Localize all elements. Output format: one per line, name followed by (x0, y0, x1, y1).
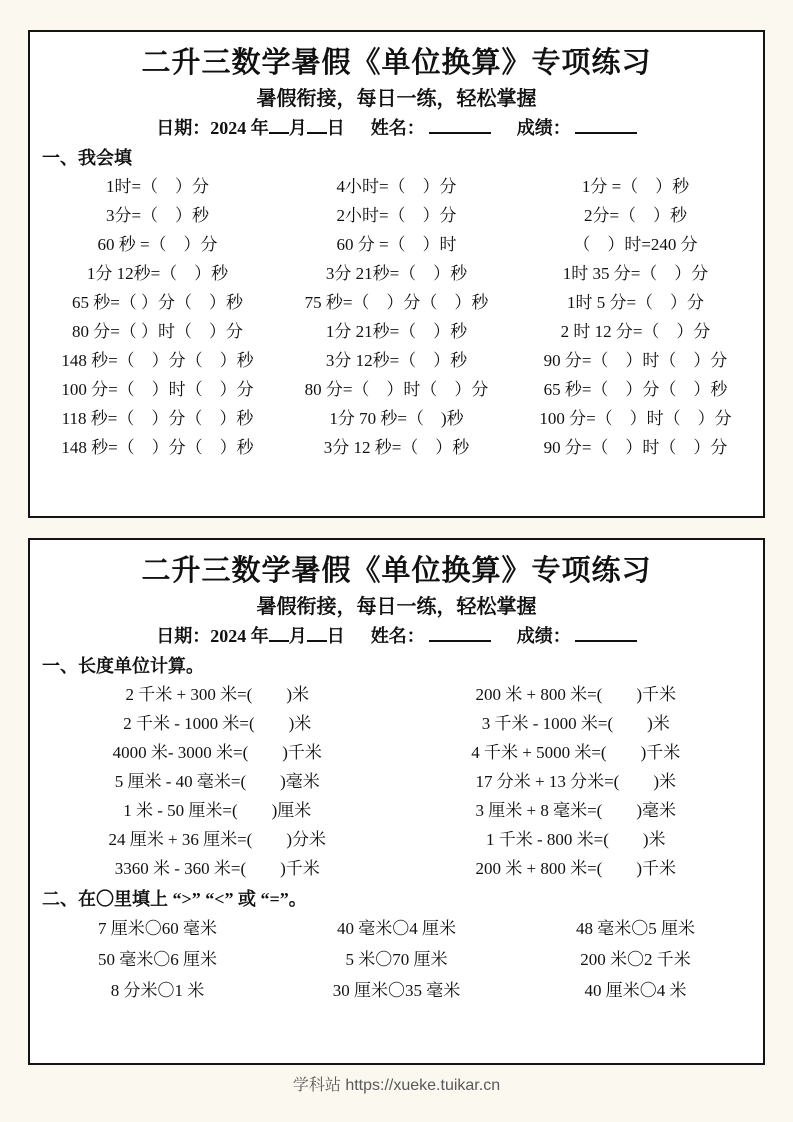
month-label: 月 (288, 626, 307, 646)
problem-cell: 1分 12秒=（ ）秒 (86, 264, 229, 283)
day-blank (307, 118, 327, 134)
problem-cell: 100 分=（ ）时（ ）分 (539, 409, 732, 428)
problem-cell: 60 分 =（ ）时 (336, 235, 457, 254)
problem-cell: 30 厘米〇35 毫米 (332, 981, 461, 1000)
problem-cell: 65 秒=（ ）分（ ）秒 (71, 293, 244, 312)
date-label: 日期：2024 年 (156, 118, 269, 138)
problem-cell: 3 厘米 + 8 毫米=( )毫米 (475, 801, 676, 820)
problem-cell: 75 秒=（ ）分（ ）秒 (304, 293, 489, 312)
problem-cell: （ ）时=240 分 (573, 235, 698, 254)
problem-cell: 5 厘米 - 40 毫米=( )毫米 (114, 772, 320, 791)
score-label: 成绩： (516, 626, 571, 646)
problem-cell: 1时=（ ）分 (105, 177, 210, 196)
problem-cell: 60 秒 =（ ）分 (97, 235, 218, 254)
day-label: 日 (326, 118, 345, 138)
problem-cell: 3分 21秒=（ ）秒 (325, 264, 468, 283)
worksheet-subtitle: 暑假衔接，每日一练，轻松掌握 (256, 88, 537, 110)
worksheet-panel-1 (28, 30, 765, 518)
problem-cell: 1分 21秒=（ ）秒 (325, 322, 468, 341)
day-blank (307, 626, 327, 642)
problem-cell: 100 分=（ ）时（ ）分 (61, 380, 254, 399)
problem-cell: 80 分=（ ）时（ ）分 (304, 380, 489, 399)
worksheet-panel-2 (28, 538, 765, 1065)
month-label: 月 (288, 118, 307, 138)
problem-cell: 3分=（ ）秒 (105, 206, 210, 225)
problem-cell: 148 秒=（ ）分（ ）秒 (61, 351, 254, 370)
day-label: 日 (326, 626, 345, 646)
section-heading-compare: 二、在〇里填上 “>” “<” 或 “=”。 (42, 889, 307, 909)
problem-grid-time-conversion (38, 172, 755, 462)
date-label: 日期：2024 年 (156, 626, 269, 646)
worksheet-title: 二升三数学暑假《单位换算》专项练习 (141, 555, 652, 587)
problem-cell: 3分 12 秒=（ ）秒 (323, 438, 470, 457)
month-blank (269, 626, 289, 642)
problem-cell: 2 千米 + 300 米=( )米 (125, 685, 309, 704)
problem-cell: 7 厘米〇60 毫米 (98, 919, 217, 938)
problem-cell: 1分 =（ ）秒 (581, 177, 690, 196)
problem-cell: 48 毫米〇5 厘米 (576, 919, 695, 938)
problem-cell: 2分=（ ）秒 (583, 206, 688, 225)
meta-line (38, 114, 755, 142)
problem-cell: 200 米〇2 千米 (580, 950, 691, 969)
problem-cell: 3分 12秒=（ ）秒 (325, 351, 468, 370)
problem-cell: 200 米 + 800 米=( )千米 (475, 685, 676, 704)
name-blank (429, 118, 491, 134)
problem-cell: 118 秒=（ ）分（ ）秒 (61, 409, 254, 428)
problem-cell: 90 分=（ ）时（ ）分 (543, 438, 728, 457)
score-blank (575, 626, 637, 642)
problem-cell: 4 千米 + 5000 米=( )千米 (471, 743, 681, 762)
worksheet-subtitle: 暑假衔接，每日一练，轻松掌握 (256, 596, 537, 618)
problem-cell: 40 厘米〇4 米 (584, 981, 687, 1000)
problem-cell: 80 分=（ ）时（ ）分 (71, 322, 244, 341)
problem-cell: 90 分=（ ）时（ ）分 (543, 351, 728, 370)
problem-grid-compare (38, 913, 755, 1006)
problem-cell: 1时 35 分=（ ）分 (562, 264, 709, 283)
problem-grid-length-conversion (38, 680, 755, 883)
problem-cell: 2小时=（ ）分 (336, 206, 457, 225)
problem-cell: 148 秒=（ ）分（ ）秒 (61, 438, 254, 457)
score-label: 成绩： (516, 118, 571, 138)
problem-cell: 4小时=（ ）分 (336, 177, 457, 196)
problem-cell: 4000 米- 3000 米=( )千米 (112, 743, 322, 762)
name-label: 姓名： (370, 118, 425, 138)
problem-cell: 1 千米 - 800 米=( )米 (485, 830, 666, 849)
problem-cell: 200 米 + 800 米=( )千米 (475, 859, 676, 878)
problem-cell: 8 分米〇1 米 (110, 981, 205, 1000)
score-blank (575, 118, 637, 134)
problem-cell: 17 分米 + 13 分米=( )米 (475, 772, 676, 791)
section-heading-fill-in: 一、我会填 (42, 148, 132, 168)
problem-cell: 3 千米 - 1000 米=( )米 (481, 714, 670, 733)
name-label: 姓名： (370, 626, 425, 646)
section-heading-length-calc: 一、长度单位计算。 (42, 656, 204, 676)
month-blank (269, 118, 289, 134)
meta-line (38, 622, 755, 650)
name-blank (429, 626, 491, 642)
problem-cell: 24 厘米 + 36 厘米=( )分米 (108, 830, 326, 849)
problem-cell: 40 毫米〇4 厘米 (337, 919, 456, 938)
problem-cell: 65 秒=（ ）分（ ）秒 (543, 380, 728, 399)
problem-cell: 3360 米 - 360 米=( )千米 (114, 859, 320, 878)
problem-cell: 1时 5 分=（ ）分 (566, 293, 705, 312)
problem-cell: 2 时 12 分=（ ）分 (560, 322, 711, 341)
problem-cell: 2 千米 - 1000 米=( )米 (123, 714, 312, 733)
problem-cell: 1 米 - 50 厘米=( )厘米 (123, 801, 312, 820)
problem-cell: 1分 70 秒=（ )秒 (329, 409, 464, 428)
problem-cell: 5 米〇70 厘米 (345, 950, 448, 969)
problem-cell: 50 毫米〇6 厘米 (98, 950, 217, 969)
footer-credit: 学科站 https://xueke.tuikar.cn (292, 1077, 501, 1094)
worksheet-title: 二升三数学暑假《单位换算》专项练习 (141, 47, 652, 79)
